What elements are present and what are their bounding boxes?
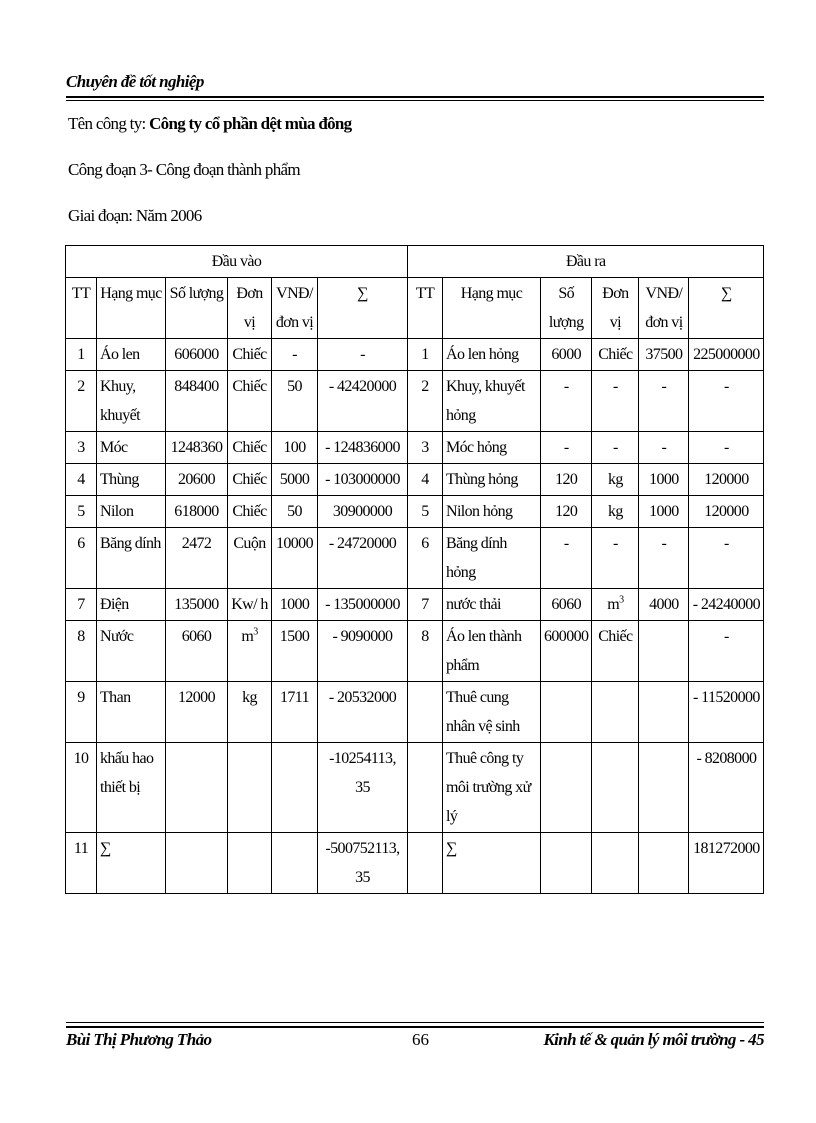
input-qty: 20600	[166, 464, 228, 496]
input-qty: 606000	[166, 339, 228, 371]
row-tt-out: 7	[408, 589, 443, 621]
row-tt-in: 6	[66, 528, 97, 589]
row-tt-in: 1	[66, 339, 97, 371]
input-price: -	[272, 339, 318, 371]
input-item: khấu hao thiết bị	[97, 743, 166, 833]
input-item: Nước	[97, 621, 166, 682]
company-name: Công ty cổ phần dệt mùa đông	[149, 114, 352, 133]
stage-line: Công đoạn 3- Công đoạn thành phẩm	[68, 160, 300, 179]
input-price: 100	[272, 432, 318, 464]
col-price-out: VNĐ/ đơn vị	[639, 278, 689, 339]
output-price	[639, 743, 689, 833]
output-price: 1000	[639, 496, 689, 528]
input-unit: kg	[228, 682, 272, 743]
row-tt-out: 4	[408, 464, 443, 496]
table-row	[66, 833, 764, 894]
input-qty: 6060	[166, 621, 228, 682]
input-price: 1711	[272, 682, 318, 743]
row-tt-out: 3	[408, 432, 443, 464]
output-sum: - 24240000	[689, 589, 764, 621]
row-tt-in: 5	[66, 496, 97, 528]
header-rule-thin	[66, 100, 764, 101]
output-unit: -	[592, 528, 639, 589]
output-unit: -	[592, 432, 639, 464]
input-item: Băng dính	[97, 528, 166, 589]
output-qty: 6060	[541, 589, 592, 621]
input-sum: - 9090000	[318, 621, 408, 682]
superscript: 3	[253, 626, 258, 638]
output-sum: - 8208000	[689, 743, 764, 833]
output-item: Khuy, khuyết hỏng	[443, 371, 541, 432]
input-price: 5000	[272, 464, 318, 496]
input-unit: Chiếc	[228, 432, 272, 464]
input-item: Nilon	[97, 496, 166, 528]
row-tt-in: 9	[66, 682, 97, 743]
output-price	[639, 621, 689, 682]
table-row	[66, 621, 764, 682]
output-unit: kg	[592, 464, 639, 496]
superscript: 3	[619, 594, 624, 606]
table-row	[66, 589, 764, 621]
output-qty: -	[541, 432, 592, 464]
input-sum: -500752113, 35	[318, 833, 408, 894]
output-item: Thuê cung nhân vệ sinh	[443, 682, 541, 743]
input-item: Thùng	[97, 464, 166, 496]
input-item: Móc	[97, 432, 166, 464]
output-sum: 225000000	[689, 339, 764, 371]
row-tt-out: 1	[408, 339, 443, 371]
output-sum: 120000	[689, 496, 764, 528]
input-sum: - 20532000	[318, 682, 408, 743]
group-output-header: Đầu ra	[408, 246, 764, 278]
footer-course: Kinh tế & quản lý môi trường - 45	[543, 1030, 764, 1049]
input-unit: Cuộn	[228, 528, 272, 589]
output-item: Thùng hỏng	[443, 464, 541, 496]
output-price: -	[639, 371, 689, 432]
output-price: 1000	[639, 464, 689, 496]
input-item: Áo len	[97, 339, 166, 371]
table-row	[66, 682, 764, 743]
input-output-table	[65, 245, 764, 894]
output-price: -	[639, 528, 689, 589]
company-line	[68, 114, 351, 134]
input-price: 10000	[272, 528, 318, 589]
table-row	[66, 528, 764, 589]
table-row	[66, 464, 764, 496]
input-qty	[166, 833, 228, 894]
output-qty	[541, 682, 592, 743]
output-price: -	[639, 432, 689, 464]
input-item: ∑	[97, 833, 166, 894]
input-qty: 135000	[166, 589, 228, 621]
footer-author: Bùi Thị Phương Thảo	[66, 1030, 212, 1049]
footer-page-number: 66	[412, 1030, 429, 1049]
row-tt-out	[408, 682, 443, 743]
col-sum-in: ∑	[318, 278, 408, 339]
table-row	[66, 432, 764, 464]
input-unit	[228, 833, 272, 894]
row-tt-in: 10	[66, 743, 97, 833]
input-sum: - 103000000	[318, 464, 408, 496]
row-tt-in: 2	[66, 371, 97, 432]
output-unit	[592, 682, 639, 743]
output-sum: -	[689, 371, 764, 432]
output-item: Áo len hỏng	[443, 339, 541, 371]
output-item: nước thải	[443, 589, 541, 621]
input-price	[272, 833, 318, 894]
output-sum: -	[689, 528, 764, 589]
input-price: 50	[272, 496, 318, 528]
output-price: 4000	[639, 589, 689, 621]
input-qty	[166, 743, 228, 833]
output-item: Băng dính hỏng	[443, 528, 541, 589]
output-price	[639, 833, 689, 894]
output-unit: Chiếc	[592, 339, 639, 371]
col-price-in: VNĐ/ đơn vị	[272, 278, 318, 339]
row-tt-in: 7	[66, 589, 97, 621]
input-qty: 848400	[166, 371, 228, 432]
row-tt-out	[408, 743, 443, 833]
output-unit: -	[592, 371, 639, 432]
row-tt-out: 6	[408, 528, 443, 589]
output-item: Thuê công ty môi trường xử lý	[443, 743, 541, 833]
row-tt-out: 5	[408, 496, 443, 528]
input-unit: $m^3$	[228, 621, 272, 682]
input-qty: 618000	[166, 496, 228, 528]
column-header-row	[66, 278, 764, 339]
output-sum: 181272000	[689, 833, 764, 894]
col-unit-out: Đơn vị	[592, 278, 639, 339]
input-sum: -10254113, 35	[318, 743, 408, 833]
input-unit: Kw/ h	[228, 589, 272, 621]
row-tt-out: 2	[408, 371, 443, 432]
col-tt-in: TT	[66, 278, 97, 339]
output-qty: -	[541, 371, 592, 432]
output-unit	[592, 833, 639, 894]
input-price: 1500	[272, 621, 318, 682]
output-unit: Chiếc	[592, 621, 639, 682]
input-sum: - 24720000	[318, 528, 408, 589]
input-unit: Chiếc	[228, 464, 272, 496]
period-line: Giai đoạn: Năm 2006	[68, 206, 202, 225]
output-unit: kg	[592, 496, 639, 528]
table-row	[66, 371, 764, 432]
input-qty: 1248360	[166, 432, 228, 464]
input-price: 50	[272, 371, 318, 432]
output-sum: -	[689, 621, 764, 682]
input-sum: -	[318, 339, 408, 371]
col-unit-in: Đơn vị	[228, 278, 272, 339]
output-item: Nilon hỏng	[443, 496, 541, 528]
input-price: 1000	[272, 589, 318, 621]
row-tt-in: 11	[66, 833, 97, 894]
group-header-row	[66, 246, 764, 278]
input-item: Than	[97, 682, 166, 743]
table-row	[66, 496, 764, 528]
input-unit	[228, 743, 272, 833]
col-item-in: Hạng mục	[97, 278, 166, 339]
table-row	[66, 743, 764, 833]
row-tt-in: 4	[66, 464, 97, 496]
output-qty	[541, 743, 592, 833]
footer-rule-thin	[66, 1022, 764, 1023]
input-price	[272, 743, 318, 833]
output-qty: 120	[541, 496, 592, 528]
input-unit: Chiếc	[228, 496, 272, 528]
output-qty: -	[541, 528, 592, 589]
col-sum-out: ∑	[689, 278, 764, 339]
footer-rule-thick	[66, 1026, 764, 1028]
input-sum: - 135000000	[318, 589, 408, 621]
col-qty-in: Số lượng	[166, 278, 228, 339]
output-sum: -	[689, 432, 764, 464]
input-unit: Chiếc	[228, 339, 272, 371]
col-tt-out: TT	[408, 278, 443, 339]
output-price: 37500	[639, 339, 689, 371]
output-price	[639, 682, 689, 743]
output-qty: 120	[541, 464, 592, 496]
input-qty: 12000	[166, 682, 228, 743]
header-rule-thick	[66, 96, 764, 98]
col-qty-out: Số lượng	[541, 278, 592, 339]
table-row	[66, 339, 764, 371]
row-tt-out	[408, 833, 443, 894]
input-sum: - 42420000	[318, 371, 408, 432]
input-sum: 30900000	[318, 496, 408, 528]
input-item: Điện	[97, 589, 166, 621]
row-tt-in: 8	[66, 621, 97, 682]
output-item: Móc hỏng	[443, 432, 541, 464]
row-tt-in: 3	[66, 432, 97, 464]
output-sum: 120000	[689, 464, 764, 496]
col-item-out: Hạng mục	[443, 278, 541, 339]
output-unit: $m^3$	[592, 589, 639, 621]
output-qty	[541, 833, 592, 894]
input-sum: - 124836000	[318, 432, 408, 464]
output-qty: 600000	[541, 621, 592, 682]
input-unit: Chiếc	[228, 371, 272, 432]
input-qty: 2472	[166, 528, 228, 589]
group-input-header: Đầu vào	[66, 246, 408, 278]
company-label: Tên công ty:	[68, 114, 150, 133]
output-unit	[592, 743, 639, 833]
row-tt-out: 8	[408, 621, 443, 682]
output-sum: - 11520000	[689, 682, 764, 743]
input-item: Khuy, khuyết	[97, 371, 166, 432]
output-qty: 6000	[541, 339, 592, 371]
page-header-title: Chuyên đề tốt nghiệp	[66, 72, 204, 91]
output-item: ∑	[443, 833, 541, 894]
output-item: Áo len thành phẩm	[443, 621, 541, 682]
